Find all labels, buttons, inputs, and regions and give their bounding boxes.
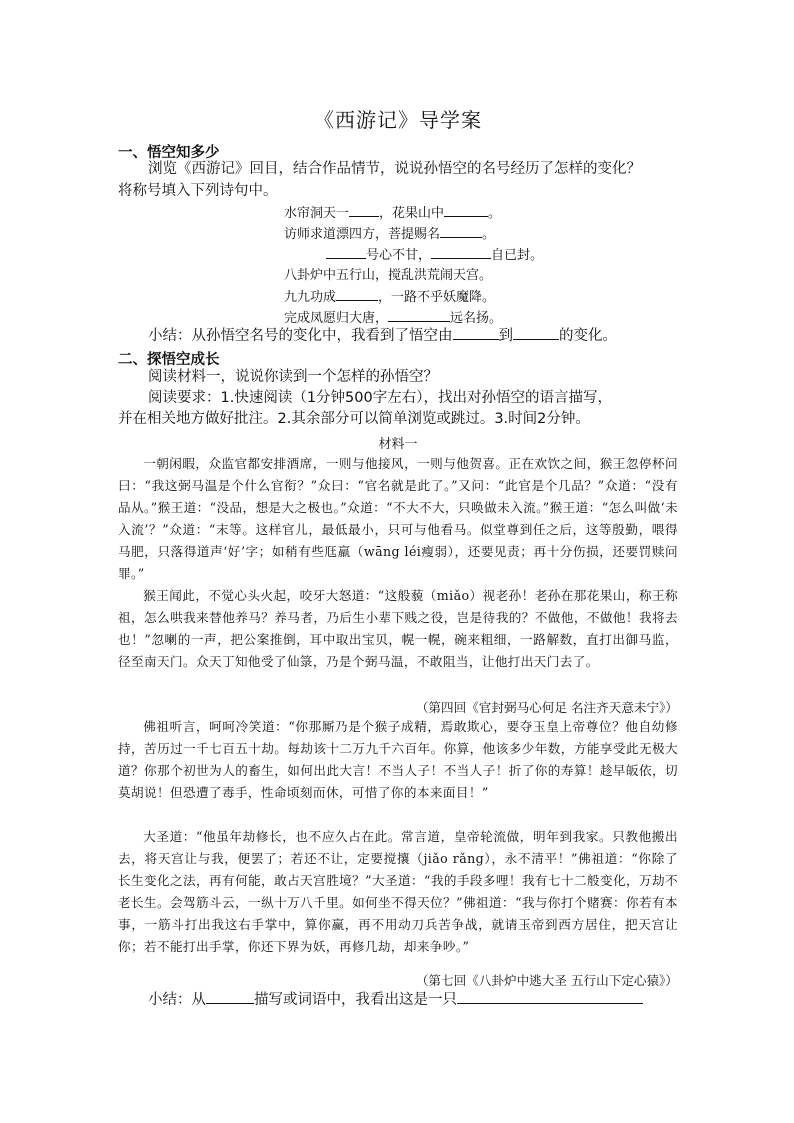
poem-text: 。 (482, 227, 496, 242)
reading-requirement-line2: 并在相关地方做好批注。2.其余部分可以简单浏览或跳过。3.时间2分钟。 (118, 411, 590, 427)
fill-blank[interactable] (431, 244, 491, 259)
section1-intro-line2: 将称号填入下列诗句中。 (118, 183, 278, 199)
poem-line-1 (284, 202, 501, 224)
poem-text: 远名扬。 (450, 311, 503, 326)
poem-line-3 (326, 244, 543, 266)
fill-blank[interactable] (513, 325, 559, 340)
section-heading-2: 二、探悟空成长 (118, 352, 220, 368)
chapter-source-2: （第七回《八卦炉中逃大圣 五行山下定心猿》） (415, 973, 678, 988)
chapter-source-1: （第四回《官封弼马心何足 名注齐天意未宁》） (415, 700, 678, 715)
poem-line-4: 八卦炉中五行山，搅乱洪荒闹天宫。 (284, 268, 493, 283)
reading-requirement-line1: 阅读要求：1.快速阅读（1分钟500字左右），找出对孙悟空的语言描写， (148, 390, 612, 406)
material-paragraph-1: 一朝闲暇，众监官都安排酒席，一则与他接风，一则与他贺喜。正在欢饮之间，猴王忽停杯问曰：“我这弼马温是个什么官衔？”众曰：“官名就是此了。”又问：“此官是个几品？”众道：“没有品从。”猴王道：“没品，想是大之极也。”众道：“不大不大，只唤做未入流。”猴王道：“怎么叫做‘未入流’？”众道：“末等。这样官儿，最低最小，只可与他看马。似堂尊到任之后，这等殷勤，喂得马肥，只落得道声‘好’字；如稍有些尫羸（wāng léi瘦弱），还要见责；再十分伤损，还要罚赎问罪。” (118, 456, 678, 581)
poem-text: 完成凤愿归大唐， (284, 311, 389, 326)
section1-summary (118, 325, 708, 347)
fill-blank[interactable] (326, 244, 366, 259)
summary-text: 小结：从孙悟空名号的变化中，我看到了悟空由 (148, 328, 453, 344)
summary-text: 到 (498, 328, 513, 344)
fill-blank[interactable] (444, 202, 488, 217)
summary-text: 描写或词语中，我看出这是一只 (254, 992, 457, 1008)
material-paragraph-2: 猴王闻此，不觉心头火起，咬牙大怒道：“这般藐（miǎo）视老孙！老孙在那花果山，称王称祖，怎么哄我来替他养马？养马者，乃后生小辈下贱之役，岂是待我的？不做他，不做他！我将去也！”忽喇的一声，把公案推倒，耳中取出宝贝，幌一幌，碗来粗细，一路解数，直打出御马监，径至南天门。众天丁知他受了仙箓，乃是个弼马温，不敢阻当，让他打出天门去了。 (118, 588, 678, 669)
material-title: 材料一 (378, 437, 418, 452)
fill-blank[interactable] (457, 989, 643, 1004)
poem-text: 水帘洞天一 (284, 206, 350, 221)
fill-blank[interactable] (336, 286, 378, 301)
poem-line-2 (284, 223, 495, 245)
poem-text: 九九功成 (284, 290, 337, 305)
section1-intro-line1: 浏览《西游记》回目，结合作品情节，说说孙悟空的名号经历了怎样的变化？ (148, 161, 641, 177)
fill-blank[interactable] (388, 307, 450, 322)
section2-prompt: 阅读材料一，说说你读到一个怎样的孙悟空？ (148, 369, 438, 385)
section2-summary (118, 989, 708, 1011)
fill-blank[interactable] (440, 223, 482, 238)
poem-text: ，花果山中 (379, 206, 445, 221)
material-paragraph-3: 佛祖听言，呵呵冷笑道：“你那厮乃是个猴子成精，焉敢欺心，要夺玉皇上帝尊位？他自幼修持，苦历过一千七百五十劫。每劫该十二万九千六百年。你算，他该多少年数，方能享受此无极大道？你那个初世为人的畜生，如何出此大言！不当人子！不当人子！折了你的寿算！趁早皈依，切莫胡说！但恐遭了毒手，性命顷刻而休，可惜了你的本来面目！” (118, 719, 678, 800)
fill-blank[interactable] (453, 325, 499, 340)
poem-text: 自已封。 (491, 248, 544, 263)
fill-blank[interactable] (349, 202, 379, 217)
section-heading-1: 一、悟空知多少 (118, 145, 220, 161)
material-paragraph-4: 大圣道：“他虽年劫修长，也不应久占在此。常言道，皇帝轮流做，明年到我家。只教他搬出去，将天宫让与我，便罢了；若还不让，定要搅攘（jiǎo rǎng），永不清平！”佛祖道：“你除了长生变化之法，再有何能，敢占天宫胜境？”大圣道：“我的手段多哩！我有七十二般变化，万劫不老长生。会驾筋斗云，一纵十万八千里。如何坐不得天位？”佛祖道：“我与你打个赌赛：你若有本事，一筋斗打出我这右手掌中，算你赢，再不用动刀兵苦争战，就请玉帝到西方居住，把天宫让你；若不能打出手掌，你还下界为妖，再修几劫，却来争吵。” (118, 829, 678, 954)
poem-text: 。 (488, 206, 502, 221)
page-title: 《西游记》导学案 (314, 108, 482, 132)
fill-blank[interactable] (206, 989, 254, 1004)
poem-text: 访师求道漂四方，菩提赐名 (284, 227, 441, 242)
summary-text: 小结：从 (148, 992, 206, 1008)
poem-text: ，一路不乎妖魔降。 (378, 290, 496, 305)
poem-text: 号心不甘， (366, 248, 432, 263)
poem-line-5 (284, 286, 495, 308)
summary-text: 的变化。 (559, 328, 617, 344)
